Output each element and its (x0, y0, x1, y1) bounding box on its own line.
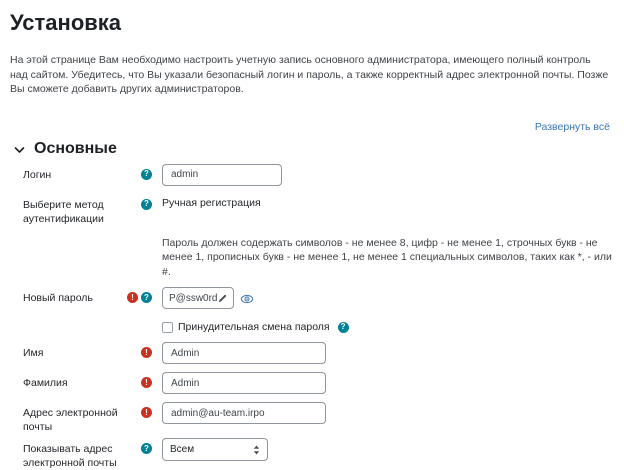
login-row (10, 164, 610, 186)
page-description: На этой странице Вам необходимо настроить учетную запись основного администратора, имеющего полный контроль над сайтом. Убедитесь, что Вы указали безопасный логин и пароль, а также корректный адрес электронной почты. Позже Вы сможете добавить других администраторов. (10, 53, 610, 97)
password-policy-hint: Пароль должен содержать символов - не менее 8, цифр - не менее 1, строчных букв - не менее 1, прописных букв - не менее 1, не менее 1 специальных символов, таких как *, - или #. (162, 236, 614, 280)
firstname-row (10, 342, 610, 364)
firstname-label: Имя (23, 342, 141, 360)
login-label: Логин (23, 164, 141, 182)
required-icon: ! (141, 407, 152, 418)
auth-method-row (10, 194, 610, 226)
force-password-change-label: Принудительная смена пароля (178, 321, 330, 333)
new-password-row (10, 287, 610, 309)
select-arrows-icon (253, 445, 260, 455)
section-title-general[interactable]: Основные (34, 140, 117, 158)
auth-method-label: Выберите метод аутентификации (23, 194, 141, 226)
email-label: Адрес электронной почты (23, 402, 141, 434)
email-visibility-row (10, 438, 610, 470)
auth-method-value: Ручная регистрация (162, 194, 610, 209)
new-password-input[interactable] (162, 287, 234, 309)
help-icon[interactable]: ? (141, 169, 152, 180)
firstname-input[interactable] (162, 342, 326, 364)
help-icon[interactable]: ? (141, 443, 152, 454)
help-icon[interactable]: ? (141, 199, 152, 210)
force-password-change-checkbox[interactable] (162, 322, 173, 333)
email-visibility-value: Всем (170, 444, 194, 455)
password-hint-row (10, 236, 610, 280)
help-icon[interactable]: ? (141, 292, 152, 303)
force-password-change-row (10, 321, 610, 333)
login-input[interactable] (162, 164, 282, 186)
admin-account-form (10, 164, 610, 470)
required-icon: ! (127, 292, 138, 303)
pencil-icon (218, 294, 227, 303)
expand-all-link[interactable]: Развернуть всё (535, 121, 610, 133)
email-visibility-label: Показывать адрес электронной почты (23, 438, 141, 470)
required-icon: ! (141, 377, 152, 388)
email-row (10, 402, 610, 434)
email-input[interactable] (162, 402, 326, 424)
section-header-general[interactable] (10, 140, 610, 158)
help-icon[interactable]: ? (338, 322, 349, 333)
expand-all-row (10, 121, 610, 133)
lastname-input[interactable] (162, 372, 326, 394)
page-title: Установка (10, 10, 610, 36)
new-password-label: Новый пароль (23, 287, 127, 305)
required-icon: ! (141, 347, 152, 358)
email-visibility-select[interactable] (162, 438, 268, 461)
unmask-password-eye-icon[interactable] (240, 293, 254, 305)
chevron-down-icon[interactable] (14, 146, 25, 154)
lastname-row (10, 372, 610, 394)
new-password-value: P@ssw0rd (169, 293, 218, 304)
lastname-label: Фамилия (23, 372, 141, 390)
